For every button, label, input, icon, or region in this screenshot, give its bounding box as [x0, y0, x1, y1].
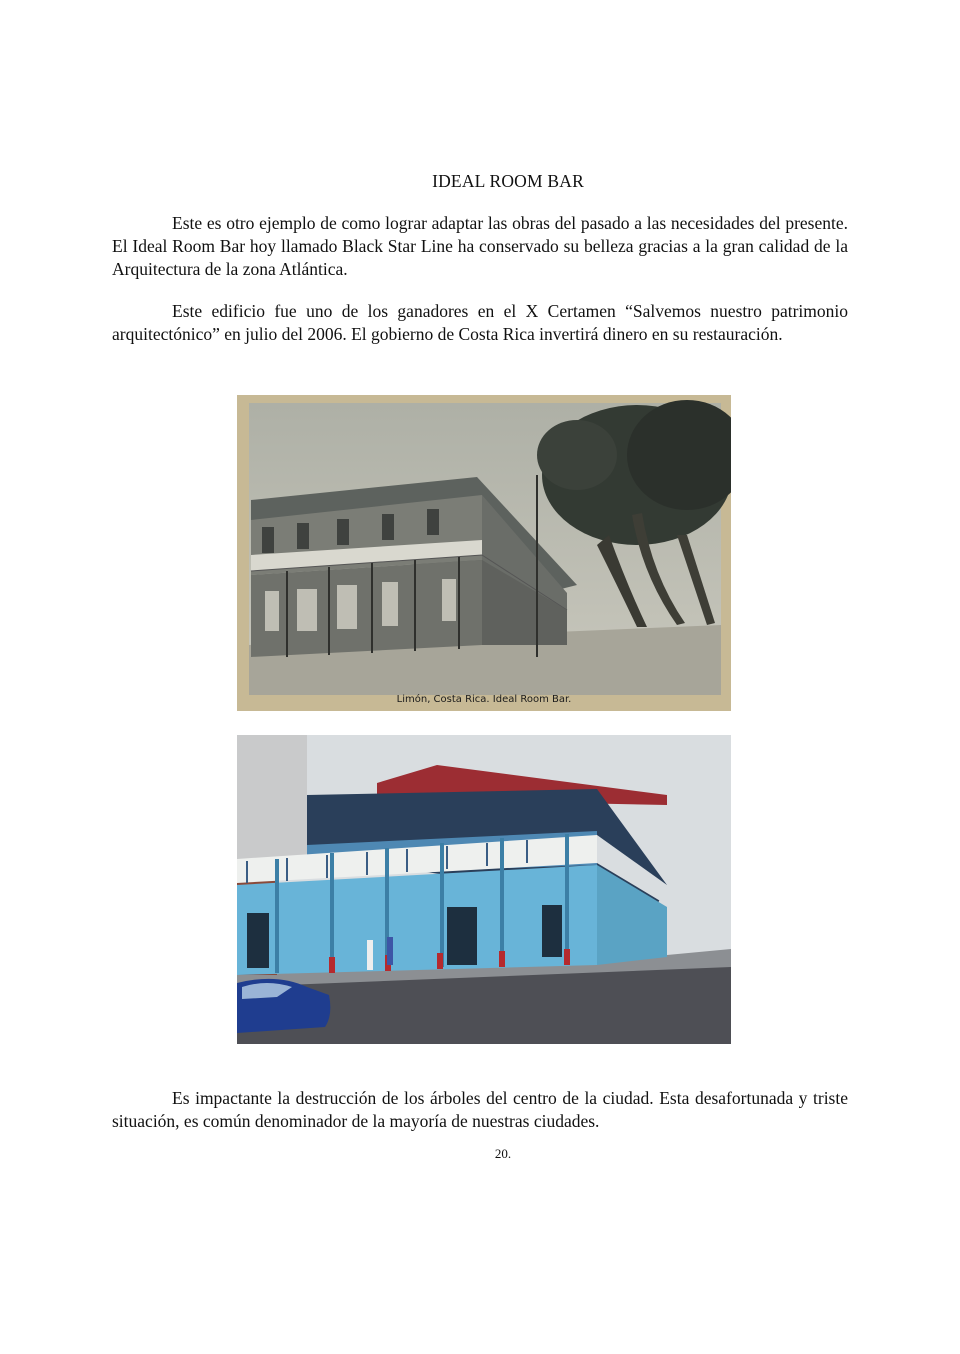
historic-photo-illustration [237, 395, 731, 711]
page-title: IDEAL ROOM BAR [432, 171, 584, 191]
paragraph-award: Este edificio fue uno de los ganadores en el X Certamen “Salvemos nuestro patrimonio arquitectónico” en julio del 2006. El gobierno de Costa Rica invertirá dinero en su restauración. [112, 301, 848, 344]
historic-photo [237, 395, 731, 711]
modern-photo-illustration [237, 735, 731, 1044]
modern-photo [237, 735, 731, 1044]
historic-photo-caption: Limón, Costa Rica. Ideal Room Bar. [396, 694, 572, 705]
paragraph-intro: Este es otro ejemplo de como lograr adaptar las obras del pasado a las necesidades del presente. El Ideal Room Bar hoy llamado Black Star Line ha conservado su belleza gracias a la gran calidad de la Arquitectura de la zona Atlántica. [112, 213, 848, 279]
paragraph-trees: Es impactante la destrucción de los árboles del centro de la ciudad. Esta desafortunada y triste situación, es común denominador de la mayoría de nuestras ciudades. [112, 1088, 848, 1131]
page-number: 20. [494, 1146, 512, 1161]
